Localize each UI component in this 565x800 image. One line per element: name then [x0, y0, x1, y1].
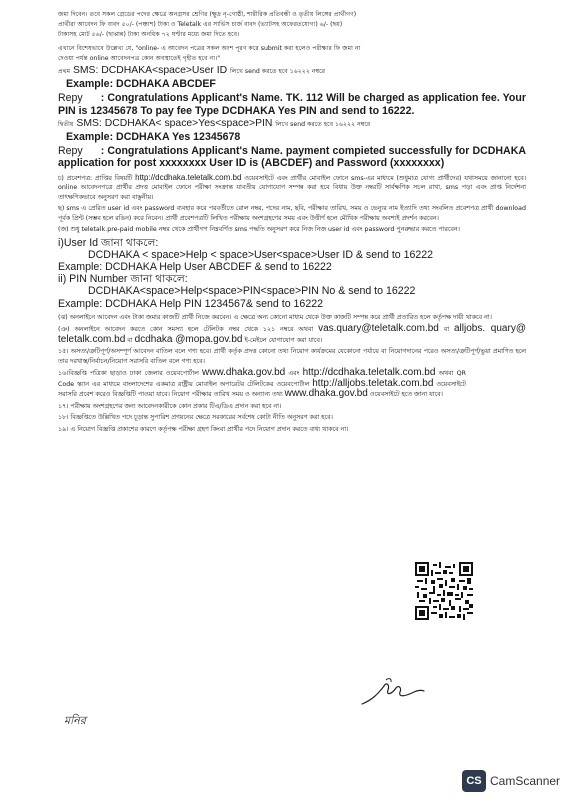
camscanner-label: CamScanner: [490, 774, 561, 788]
item-19: ১৯। এ নিয়োগ বিজ্ঞপ্তি প্রকাশের কারণে কর্তৃপক্ষ পরীক্ষা গ্রহণ কিংবা প্রার্থীর পদে নিয়োগ প্রদান করতে বাধ্য থাকবে না।: [58, 425, 349, 433]
link-dcdhaka-teletalk[interactable]: http://dcdhaka.teletalk.com.bd: [302, 367, 436, 379]
item-nya-pre: (ঞ) অনলাইনে আবেদন করতে কোন সমস্যা হলে টেলিটক নম্বর থেকে ১২১ নম্বরে অথবা: [58, 326, 314, 334]
sms2-heading: [58, 118, 526, 131]
item-cha: [58, 173, 526, 203]
intro-line-3: টাকাসহ মোট ৫৬/- (ছাপ্পান্ন) টাকা অনধিক ৭২ ঘণ্টার মধ্যে জমা দিতে হবে।: [58, 31, 240, 39]
note-line-1: এখানে বিশেষভাবে উল্লেখ্য যে, "online- এ আবেদন পত্রের সকল অংশ পূরণ করে submit করা হলেও পরীক্ষার ফি জমা না: [58, 44, 361, 52]
link-dhaka-gov-2[interactable]: www.dhaka.gov.bd: [284, 388, 368, 400]
item-jha: (ঝ) অনলাইনে আবেদন এবং টাকা জমার কাজটি প্রার্থী নিজে করবেন। এ ক্ষেত্রে অন্য কোনো মাধ্যম থেকে উক্ত কাজটি সম্পন্ন করে প্রার্থী প্রতারিত হলে কর্তৃপক্ষ দায়ী থাকবে না।: [58, 313, 492, 321]
handwritten-initials: মনির: [64, 714, 86, 727]
item-16-and: এবং: [288, 370, 300, 378]
item-nya-mid2: বা: [127, 336, 133, 344]
sms2-example: Example: DCDHAKA Yes 12345678: [66, 130, 241, 143]
item-cha-url[interactable]: http://dcdhaka.teletalk.com.bd: [135, 172, 242, 182]
email-vas-query[interactable]: vas.quary@teletalk.com.bd: [318, 323, 439, 335]
camscanner-logo-icon: CS: [462, 770, 486, 792]
document-body: [58, 10, 526, 436]
sms1-heading: [58, 65, 526, 78]
link-dhaka-gov[interactable]: www.dhaka.gov.bd: [202, 367, 286, 379]
sms2-reply-text: : Congratulations Applicant's Name. payment compieted successfully for DCDHAKA application for post xxxxxxxx User ID is (ABCDEF) and Password (xxxxxxxx): [58, 145, 526, 170]
item-nya-mid1: বা: [443, 326, 450, 334]
pin-command: DCDHAKA<space>Help<space>PIN<space>PIN No & send to 16222: [88, 285, 416, 298]
email-alljobs-query[interactable]: alljobs. quary@ teletalk.com.bd: [58, 323, 526, 345]
sms1-instruction: লিখে send করতে হবে ১৬২২২ নম্বরে: [230, 68, 326, 76]
item-16-mid: অথবা QR Code স্ক্যান এর মাধ্যমে বাংলাদেশের একমাত্র রাষ্ট্রীয় মোবাইল অপারেটর টেলিটকের ওয়েবপোর্টাল: [58, 370, 466, 388]
sms1-ordinal: প্রথম: [58, 68, 71, 76]
item-chha: ছ) sms এ প্রেরিত user id এবং password ব্যবহার করে পরবর্তীতে রোল নম্বর, পদের নাম, ছবি, পরীক্ষার তারিখ, সময় ও ভেন্যুর নাম ইত্যাদি তথ্য সংবলিত প্রবেশপত্র প্রার্থী download পূর্বক প্রিন্ট (সম্ভব হলে রঙিন) করে নিবেন। প্রার্থী প্রবেশপত্রটি লিখিত পরীক্ষায় অংশগ্রহণের সময় এবং উত্তীর্ণ হলে মৌখিক পরীক্ষায় অবশ্যই প্রদর্শন করবেন।: [58, 205, 526, 222]
sms1-command: SMS: DCDHAKA<space>User ID: [72, 65, 228, 77]
item-cha-pre: চ) প্রবেশপত্র: প্রাপ্তির বিষয়টি: [58, 174, 133, 182]
user-id-example: Example: DCDHAKA Help User ABCDEF & send to 16222: [58, 261, 332, 274]
qr-code-icon[interactable]: [415, 562, 473, 620]
item-15: ১৫। অসত্য/ত্রুটিপূর্ণ/অসম্পূর্ণ আবেদন বাতিল বলে গণ্য হবে। প্রার্থী কর্তৃক প্রদত্ত কোনো তথ্য নিয়োগ কার্যক্রমের যেকোনো পর্যায়ে বা নিয়োগদানের পরেও অসত্য/ত্রুটিপূর্ণ/ভুয়া প্রমাণিত হলে তার দরখাস্ত/নির্বাচন/নিয়োগ সরাসরি বাতিল বলে গণ্য হবে।: [58, 348, 526, 365]
pin-example: Example: DCDHAKA Help PIN 1234567& send to 16222: [58, 297, 323, 310]
intro-line-1: জমা দিবেন। তবে সকল গ্রেডের পদের ক্ষেত্রে অনগ্রসর শ্রেণির (ক্ষুদ্র নৃ-গোষ্ঠী, শারীরিক প্রতিবন্ধী ও তৃতীয় লিঙ্গের প্রার্থীগণ): [58, 11, 357, 18]
user-id-heading: i)User Id জানা থাকলে:: [58, 236, 159, 249]
sms1-example: Example: DCDHAKA ABCDEF: [66, 78, 216, 91]
intro-line-2: প্রার্থীরা আবেদন ফি বাবদ ৫০/- (পঞ্চাশ) টাকা ও Teletalk এর সার্ভিস চার্জ বাবদ (ভ্যাটসহ অফেরতযোগ্য) ৬/- (ছয়): [58, 21, 343, 29]
pin-heading: ii) PIN Number জানা থাকলে:: [58, 273, 188, 286]
sms2-reply-label: Repy: [58, 145, 83, 158]
email-dcdhaka[interactable]: dcdhaka @mopa.gov.bd: [134, 333, 243, 345]
note-line-2: দেওয়া পর্যন্ত online আবেদনপত্র কোন অবস্থাতেই গৃহীত হবে না।": [58, 54, 221, 62]
sms2-command: SMS: DCDHAKA< space>Yes<space>PIN: [76, 117, 273, 129]
item-16-post: ওয়েবসাইটে হতে জানা যাবে।: [369, 391, 443, 399]
sms2-instruction: লিখে send করতে হবে ১৬২২২ নম্বরে: [275, 120, 371, 128]
item-16: [58, 368, 526, 400]
signature-icon: [358, 672, 428, 712]
sms1-reply-label: Repy: [58, 92, 83, 105]
item-nya: [58, 324, 526, 345]
sms2-reply: [58, 145, 526, 170]
item-18: ১৮। বিজ্ঞপ্তিতে উল্লিখিত পদে চূড়ান্ত সুপারিশ প্রণয়নের ক্ষেত্রে সরকারের সর্বশেষ কোটা নীতি অনুসরণ করা হবে।: [58, 414, 333, 422]
sms1-reply: [58, 92, 526, 117]
sms1-reply-text: : Congratulations Applicant's Name. TK. 112 Will be charged as application fee. Your PIN is 12345678 To pay fee Type DCDHAKA Yes PIN and send to 16222.: [58, 92, 526, 117]
item-cha-post: ওয়েবসাইটে এবং প্রার্থীর মোবাইল ফোনে sms-এর মাধ্যমে (শুধুমাত্র যোগ্য প্রার্থীদের) যথাসময়ে জানানো হবে। online আবেদনপত্রে প্রার্থীর প্রদত্ত মোবাইল ফোনে পরীক্ষা সংক্রান্ত যাবতীয় যোগাযোগ সম্পন্ন করা হবে বিধায় উক্ত নম্বরটি সার্বক্ষণিক সচল রাখা, sms পড়া এবং প্রাপ্ত নির্দেশনা তাৎক্ষণিকভাবে অনুসরণ করা বাঞ্ছনীয়।: [58, 174, 526, 201]
item-17: ১৭। পরীক্ষায় অংশগ্রহণের জন্য আবেদনকারীকে কোন প্রকার টিএ/ডিএ প্রদান করা হবে না।: [58, 402, 282, 410]
item-ja: (জ) শুধু teletalk.pre-paid mobile নম্বর থেকে প্রার্থীগণ নিম্নবর্ণিত sms পদ্ধতি অনুসরণ করে নিজ নিজ user id এবং password পুনরুদ্ধার করতে পারবেন।: [58, 226, 460, 234]
link-alljobs[interactable]: http://alljobs.teletak.com.bd: [312, 377, 434, 389]
sms2-ordinal: দ্বিতীয়: [58, 120, 74, 128]
item-16-mid2: ওয়েবসাইটে সরাসরি প্রবেশ করেও বিজ্ঞপ্তিটি পাওয়া যাবে। নিয়োগ পরীক্ষার তারিখ সময় ও অন্যান্য তথ্য: [58, 380, 466, 399]
item-16-pre: ১৬।বিজ্ঞপ্তি পত্রিকা ছাড়াও ঢাকা জেলার ওয়েবপোর্টাল: [58, 370, 199, 378]
item-nya-post: ই-মেইলে যোগাযোগ করা যাবে।: [244, 336, 323, 344]
user-id-command: DCDHAKA < space>Help < space>User<space>User ID & send to 16222: [88, 248, 434, 261]
